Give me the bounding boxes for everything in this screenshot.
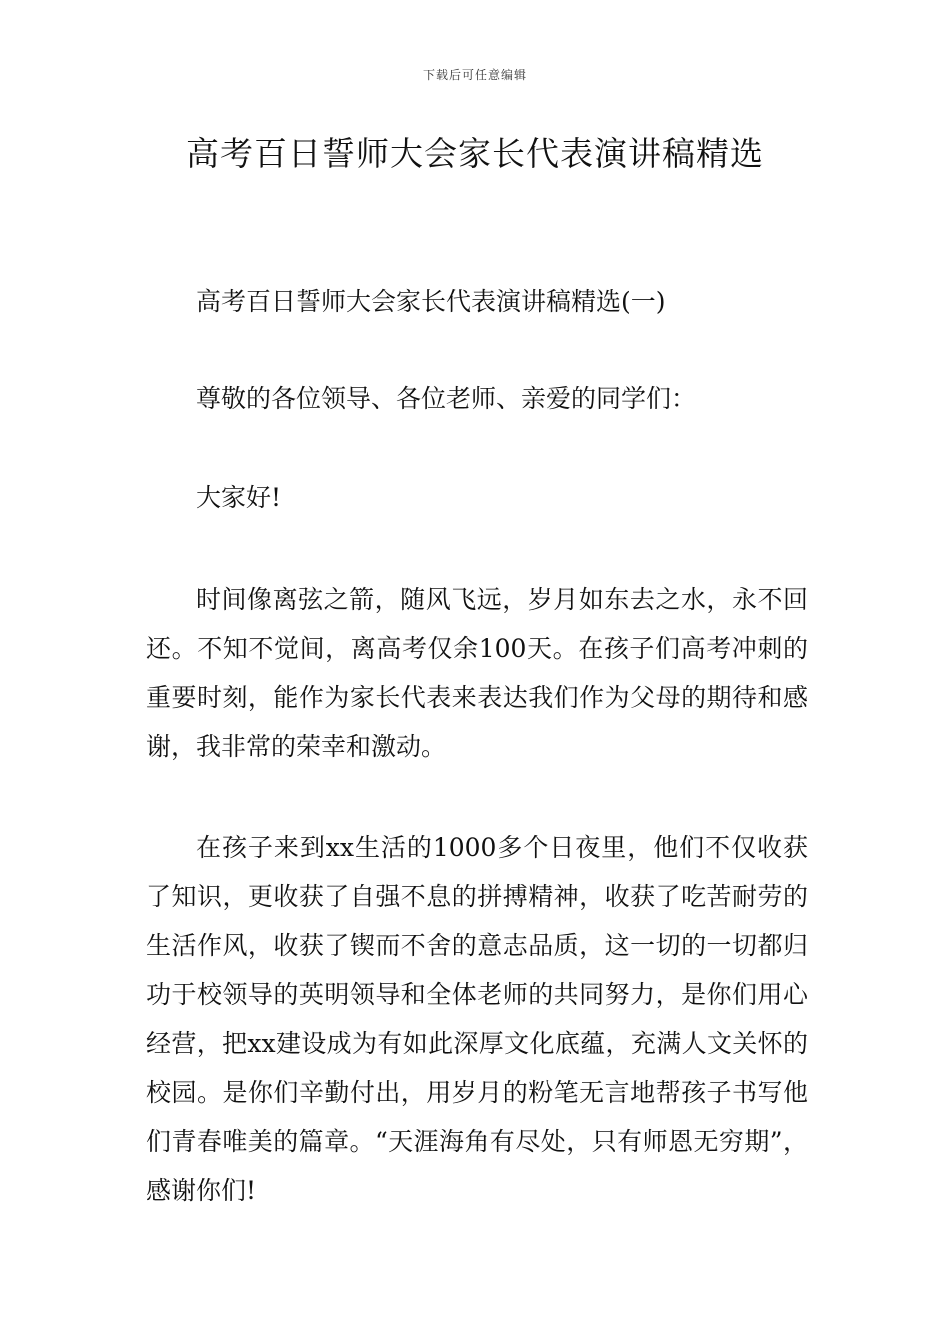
body-paragraph-2: 在孩子来到xx生活的1000多个日夜里，他们不仅收获了知识，更收获了自强不息的拼搏精神，收获了吃苦耐劳的生活作风，收获了锲而不舍的意志品质，这一切的一切都归功于校领导的英明领导和全体老师的共同努力，是你们用心经营，把xx建设成为有如此深厚文化底蕴，充满人文关怀的校园。是你们辛勤付出，用岁月的粉笔无言地帮孩子书写他们青春唯美的篇章。“天涯海角有尽处，只有师恩无穷期”，感谢你们! <box>146 833 808 1205</box>
body-paragraph-1: 时间像离弦之箭，随风飞远，岁月如东去之水，永不回还。不知不觉间，离高考仅余100天。在孩子们高考冲刺的重要时刻，能作为家长代表来表达我们作为父母的期待和感谢，我非常的荣幸和激动。 <box>146 585 808 761</box>
greeting-paragraph: 尊敬的各位领导、各位老师、亲爱的同学们： <box>196 384 697 413</box>
section-subtitle: 高考百日誓师大会家长代表演讲稿精选(一) <box>196 287 666 316</box>
hello-paragraph: 大家好! <box>196 483 282 512</box>
header-note: 下载后可任意编辑 <box>422 68 527 82</box>
document-title: 高考百日誓师大会家长代表演讲稿精选 <box>186 134 764 173</box>
